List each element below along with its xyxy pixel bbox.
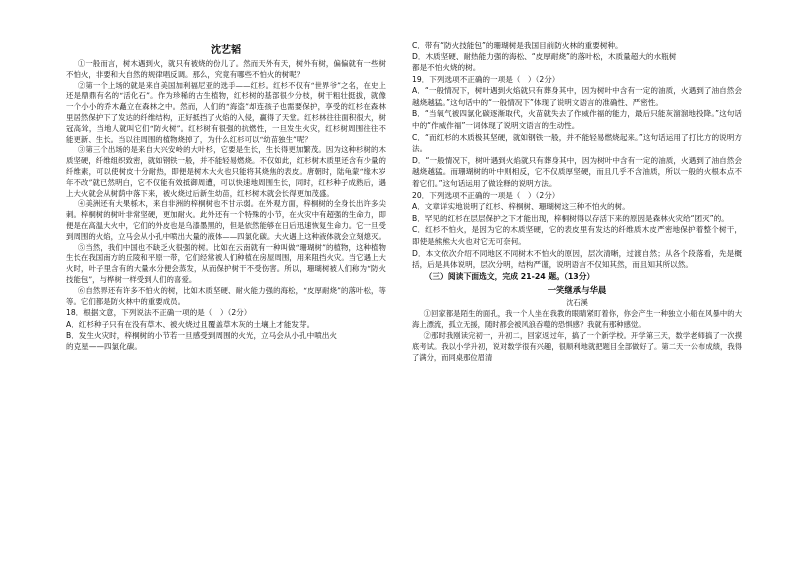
article-paragraph: ②第一个上场的就是来自美国加利福尼亚的选手——红杉。红杉不仅有“世界爷”之名，在史上还是鼎鼎有名的“活化石”。作为珍稀的古生植物，红杉树的基部很少分枝，树干粗壮挺拔，就像一个小小的乔木矗立在森林之中。然而，人们的“海盗”却连孩子也需要保护，享受的红杉在森林里居然保护下了发达的纤维结构，正好抵挡了火焰的入侵，赢得了天堂。红杉林往往面积很大，树冠高耸，当地人就叫它们“防火树”。红杉树有很强的抗燃性，一旦发生火灾，红杉树周围往往不能更新、生长。当以往周围的植物烧掉了，为什么红杉可以“幼苗独生”呢？ bbox=[66, 80, 386, 144]
section-heading: （三）阅读下面选文，完成 21-24 题。（13分） bbox=[424, 271, 595, 281]
question-18-option-b: B．发生火灾时，梓桐树的小节若一旦感受到周围的火光，立马会从小孔中喷出火 bbox=[66, 330, 337, 340]
question-18-option-d: D．木质坚硬、耐热能力强的海松、“皮厚耐烧”的落叶松，木质量超大的水瓶树 bbox=[412, 52, 677, 62]
question-18-option-d-cont: 都是不怕火烧的树。 bbox=[412, 63, 481, 73]
question-18-option-a: A．红杉种子只有在没有草木、被火烧过且覆盖草木灰的土壤上才能发芽。 bbox=[66, 319, 315, 329]
article-title: 沈艺韬 bbox=[211, 45, 241, 56]
question-19-option-d: D．“一般情况下，树叶遇到火焰就只有葬身其中，因为树叶中含有一定的油质，火遇到了油自然会越烧越猛。而珊瑚树的叶中则相反，它不仅质厚坚硬，而且几乎不含油质，所以一般的火根本点不着它们。”这句话运用了做诠释的说明方法。 bbox=[412, 155, 742, 188]
question-19-option-a: A．“一般情况下，树叶遇到火焰就只有葬身其中，因为树叶中含有一定的油质，火遇到了油自然会越烧越猛。”这句话中的“一般情况下”体现了说明文语言的准确性、严密性。 bbox=[412, 86, 742, 107]
question-20-option-d: D．本文依次介绍不同地区不同树木不怕火的原因，层次清晰，过渡自然；从各个段落看，先是概括，后是具体说明，层次分明，结构严谨，说明语言不仅知其然，而且知其所以然。 bbox=[412, 248, 742, 270]
question-18-option-b-cont: 的克星——四氯化碳。 bbox=[66, 341, 142, 351]
question-20-stem: 20．下列选项不正确的一项是（ ）（2分） bbox=[412, 190, 560, 200]
question-20-option-a: A．文章详实地说明了红杉、梓桐树、珊瑚树这三种不怕火的树。 bbox=[412, 202, 630, 212]
question-19-option-c: C．“而红杉的木质极其坚硬，就如钢铁一般，并不能轻易燃烧起来。”这句话运用了打比方的说明方法。 bbox=[412, 132, 742, 154]
question-20-option-c: C．红杉不怕火，是因为它的木质坚硬，它的表皮里有发达的纤维质木皮严密地保护着整个树干，即使是熊熊大火也对它无可奈何。 bbox=[412, 225, 742, 246]
question-18-stem: 18．根据文意，下列说法不正确一项的是（ ）（2分） bbox=[66, 308, 252, 318]
article-paragraph: ①一般而言，树木遇到火，就只有被烧的份儿了。然而天外有天，树外有树，偏偏就有一些树不怕火，非要和大自然的规律唱反调。那么，究竟有哪些不怕火的树呢？ bbox=[66, 59, 386, 79]
story-author: 沈石溪 bbox=[566, 297, 588, 307]
story-paragraph: ①回家都是陌生的面孔，我一个人坐在我教的眼睛紧盯着你，你会产生一种独立小船在风暴中的大海上漂流，孤立无援，随时都会被风浪吞噬的恐惧感？我就有那种感觉。 bbox=[412, 308, 742, 329]
article-paragraph: ③第三个出场的是来自大兴安岭的大叶杉，它要是生长，生长得更加繁茂。因为这种杉树的木质坚硬，纤维组织致密，就如钢铁一般，并不能轻易燃烧。不仅如此，红杉树木质里还含有少量的纤维素，可以使树皮十分耐热，即便是树木大火也只能将其烧焦的表皮。唐朝时，陆龟蒙“缘木岁年不改”就已然明白，它不仅能有效抵御周遭，可以快速地周围生长，同时，红杉种子成熟后，遇上大火就会从树荫中落下来，被火烧过后新生幼苗，红杉树木就会长得更加茂盛。 bbox=[66, 145, 386, 198]
story-title: 一笑继承与华晨 bbox=[547, 284, 607, 295]
article-paragraph: ④美洲还有大果栎木，来自非洲的梓桐树也不甘示弱。在外观方面，梓桐树的全身长出许多尖刺。梓桐树的树叶非常坚硬，更加耐火。此外还有一个特殊的小节，在火灾中有超强的生命力，即便是在高温大火中，它们的外皮也是乌漆墨黑的，但是依然能够在日后迅速恢复生命力。它一旦受到周围的火焰，立马会从小孔中喷出大量的液体——四氯化碳。大火遇上这种液体就会立刻熄灭。 bbox=[66, 199, 386, 241]
question-18-option-c: C．带有“防火技能包”的珊瑚树是我国目前防火林的重要树种。 bbox=[412, 41, 623, 50]
question-19-option-b: B．“当氧气被四氯化碳逐渐取代，火苗就失去了作威作福的能力，最后只能灰溜溜地投降。”这句话中的“作威作福”一词体现了说明文语言的生动性。 bbox=[412, 109, 742, 130]
question-20-option-b: B．罕见的红杉在层层保护之下才能出现，梓桐树得以存活下来的原因是森林火灾给“团灭”的。 bbox=[412, 213, 729, 223]
article-paragraph: ⑤当然，我们中国也不缺乏火很强的树。比如在云南就有一种叫做“珊瑚树”的植物，这种植物生长在我国南方的丘陵和平原一带，它们经常被人们种植在房屋周围，用来阻挡火灾。当它遇上大火时，叶子里含有的大量水分便会蒸发，从而保护树干不受伤害。所以，珊瑚树被人们称为“防火技能包”，与桦树一样受到人们的喜爱。 bbox=[66, 242, 386, 284]
story-paragraph: ②那时我刚读完初一，升初二，回家返过年，搞了一个新学校。开学第三天，数学老师搞了一次摸底考试。我以小学升初，说对数学很有兴趣，很顺利地就把题目全部做好了。第二天一公布成绩，我得了满分，而同桌那位眉清 bbox=[412, 330, 742, 362]
article-paragraph: ⑥自然界还有许多不怕火的树，比如木质坚硬、耐火能力强的海松，“皮厚耐烧”的落叶松，等等。它们都是防火林中的重要成员。 bbox=[66, 285, 386, 306]
question-19-stem: 19．下列选项不正确的一项是（ ）（2分） bbox=[412, 74, 560, 84]
left-column bbox=[66, 44, 386, 352]
right-column bbox=[412, 40, 742, 363]
